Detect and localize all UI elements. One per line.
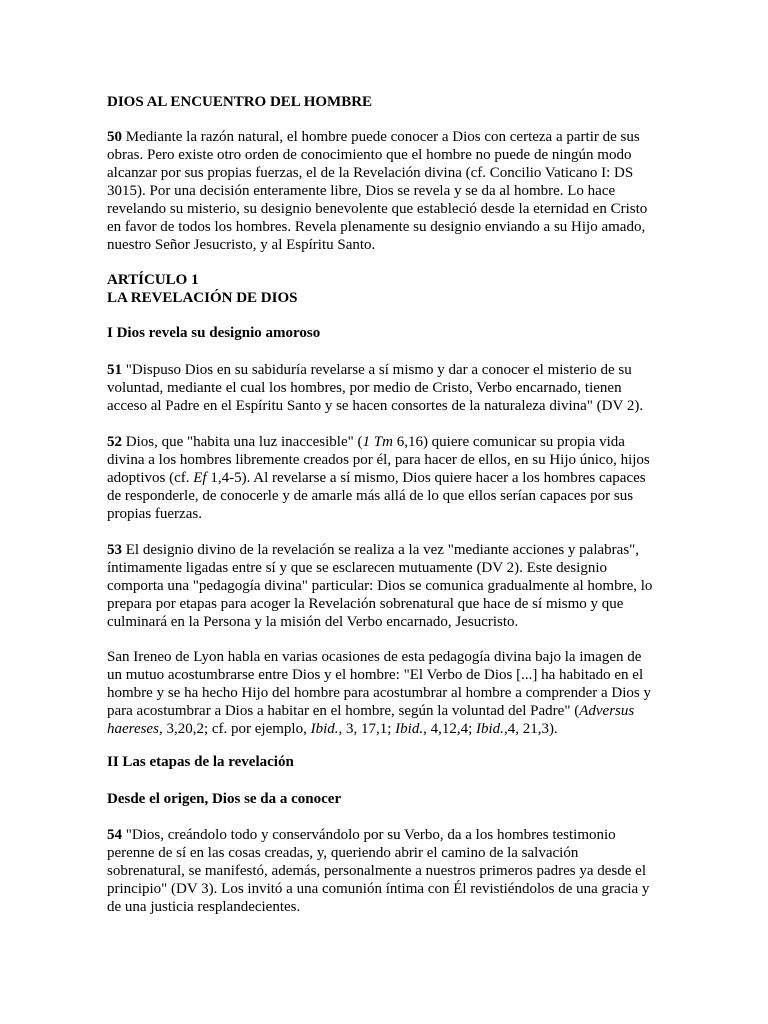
text-span: 1,4-5). Al revelarse a sí mismo, Dios quiere hacer a los hombres capaces xyxy=(206,470,646,486)
text-span: , 3, 17,1; xyxy=(338,721,396,737)
citation-italic: haereses xyxy=(107,721,159,737)
text-span: alcanzar por sus propias fuerzas, el de la Revelación divina (cf. Concilio Vaticano I: DS xyxy=(107,165,634,181)
text-span: acceso al Padre en el Espíritu Santo y se hacen consortes de la naturaleza divina" (DV 2). xyxy=(107,398,644,414)
text-span: un mutuo acostumbrarse entre Dios y el hombre: "El Verbo de Dios [...] ha habitado en el xyxy=(107,667,644,683)
text-line xyxy=(107,361,632,379)
text-span: 6,16) quiere comunicar su propia vida xyxy=(392,434,625,450)
text-span: en favor de todos los hombres. Revela plenamente su designio enviando a su Hijo amado, xyxy=(107,219,646,235)
text-line xyxy=(107,200,647,218)
text-span: obras. Pero existe otro orden de conocimiento que el hombre no puede de ningún modo xyxy=(107,147,632,163)
citation-italic: Ef xyxy=(193,470,207,486)
text-span: perenne de sí en las cosas creadas, y, queriendo abrir el camino de la salvación xyxy=(107,845,579,861)
text-line xyxy=(107,595,623,613)
text-span: I Dios revela su designio amoroso xyxy=(107,325,321,341)
text-line xyxy=(107,577,652,595)
text-line xyxy=(107,433,625,451)
paragraph-number: 53 xyxy=(107,542,122,558)
text-span: DIOS AL ENCUENTRO DEL HOMBRE xyxy=(107,94,373,110)
paragraph-number: 54 xyxy=(107,827,122,843)
text-line xyxy=(107,469,646,487)
text-span: nuestro Señor Jesucristo, y al Espíritu Santo. xyxy=(107,237,376,253)
citation-italic: Adversus xyxy=(579,703,635,719)
text-line xyxy=(107,684,651,702)
text-span: culminará en la Persona y la misión del Verbo encarnado, Jesucristo. xyxy=(107,614,519,630)
text-line xyxy=(107,379,622,397)
text-span: hombre y se ha hecho Hijo del hombre para acostumbrar al hombre a comprender a Dios y xyxy=(107,685,651,701)
text-line xyxy=(107,218,645,236)
section-heading xyxy=(107,753,294,771)
text-line xyxy=(107,666,643,684)
section-heading xyxy=(107,271,199,289)
text-line xyxy=(107,559,607,577)
text-span: íntimamente ligadas entre sí y que se esclarecen mutuamente (DV 2). Este designio xyxy=(107,560,607,576)
citation-italic: Ibid. xyxy=(476,721,504,737)
text-span: Dios, que "habita una luz inaccesible" ( xyxy=(122,434,363,450)
text-line xyxy=(107,128,640,146)
text-line xyxy=(107,397,643,415)
text-span: 3015). Por una decisión enteramente libre, Dios se revela y se da al hombre. Lo hace xyxy=(107,183,616,199)
text-line xyxy=(107,880,649,898)
text-span: LA REVELACIÓN DE DIOS xyxy=(107,290,298,306)
text-span: "Dispuso Dios en su sabiduría revelarse a sí mismo y dar a conocer el misterio de su xyxy=(122,362,632,378)
text-span: revelando su misterio, su designio benevolente que estableció desde la eternidad en Cristo xyxy=(107,201,648,217)
text-span: de responderle, de conocerle y de amarle más allá de lo que ellos serían capaces por sus xyxy=(107,488,634,504)
citation-italic: 1 Tm xyxy=(362,434,393,450)
paragraph-number: 52 xyxy=(107,434,122,450)
text-span: adoptivos (cf. xyxy=(107,470,194,486)
text-span: propias fuerzas. xyxy=(107,506,202,522)
text-line xyxy=(107,541,639,559)
text-span: II Las etapas de la revelación xyxy=(107,754,294,770)
text-span: ,4, 21,3). xyxy=(503,721,558,737)
section-heading xyxy=(107,790,341,808)
text-line xyxy=(107,236,375,254)
text-span: comporta una "pedagogía divina" particular: Dios se comunica gradualmente al hombre, lo xyxy=(107,578,653,594)
citation-italic: Ibid. xyxy=(310,721,339,737)
section-heading xyxy=(107,93,372,111)
text-line xyxy=(107,146,631,164)
citation-italic: Ibid. xyxy=(395,721,424,737)
text-span: voluntad, mediante el cual los hombres, por medio de Cristo, Verbo encarnado, tienen xyxy=(107,380,622,396)
text-line xyxy=(107,648,641,666)
paragraph-number: 50 xyxy=(107,129,122,145)
text-line xyxy=(107,487,633,505)
paragraph-number: 51 xyxy=(107,362,122,378)
text-span: para acostumbrar a Dios a habitar en el hombre, según la voluntad del Padre" ( xyxy=(107,703,580,719)
text-span: sobrenatural, se manifestó, además, personalmente a nuestros primeros padres ya desde el xyxy=(107,863,646,879)
text-span: principio" (DV 3). Los invitó a una comunión íntima con Él revistiéndolos de una gracia y xyxy=(107,881,650,897)
text-span: Mediante la razón natural, el hombre puede conocer a Dios con certeza a partir de sus xyxy=(122,129,640,145)
text-line xyxy=(107,702,634,720)
text-span: , 3,20,2; cf. por ejemplo, xyxy=(158,721,311,737)
text-span: prepara por etapas para acoger la Revelación sobrenatural que hace de sí mismo y que xyxy=(107,596,624,612)
text-span: divina a los hombres libremente creados por él, para hacer de ellos, en su Hijo único, hijos xyxy=(107,452,650,468)
text-line xyxy=(107,844,578,862)
text-line xyxy=(107,451,650,469)
section-heading xyxy=(107,289,297,307)
text-line xyxy=(107,164,633,182)
text-span: "Dios, creándolo todo y conservándolo por su Verbo, da a los hombres testimonio xyxy=(122,827,616,843)
text-span: Desde el origen, Dios se da a conocer xyxy=(107,791,342,807)
text-span: San Ireneo de Lyon habla en varias ocasiones de esta pedagogía divina bajo la imagen de xyxy=(107,649,642,665)
section-heading xyxy=(107,324,320,342)
text-span: ARTÍCULO 1 xyxy=(107,272,199,288)
text-span: de una justicia resplandecientes. xyxy=(107,899,301,915)
text-line xyxy=(107,720,558,738)
text-line xyxy=(107,862,646,880)
text-line xyxy=(107,613,518,631)
text-line xyxy=(107,182,615,200)
text-line xyxy=(107,898,300,916)
text-span: , 4,12,4; xyxy=(423,721,477,737)
text-line xyxy=(107,505,202,523)
text-span: El designio divino de la revelación se realiza a la vez "mediante acciones y palabras", xyxy=(122,542,640,558)
text-line xyxy=(107,826,616,844)
